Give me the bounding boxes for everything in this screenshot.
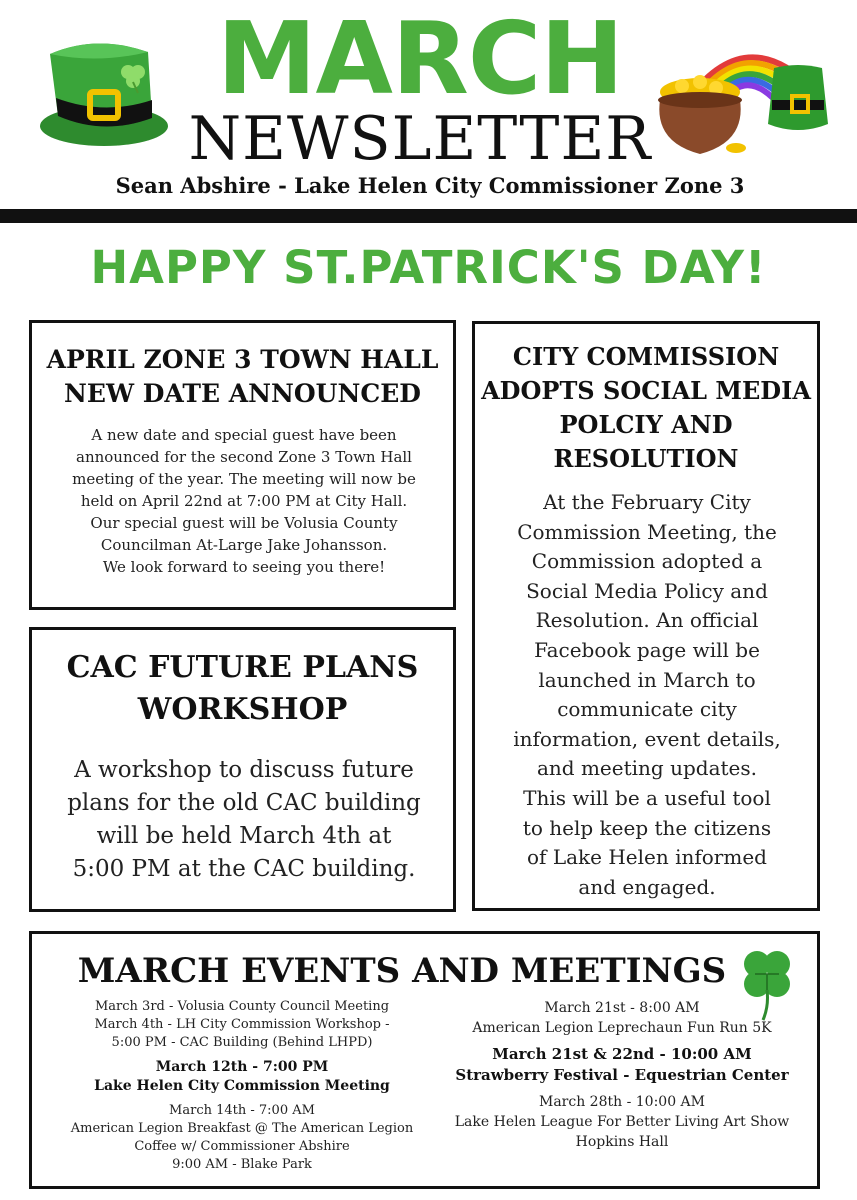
event-line: March 12th - 7:00 PM <box>155 1059 329 1075</box>
article-heading <box>32 647 453 731</box>
events-left-column <box>62 998 422 1174</box>
heading-line: ADOPTS SOCIAL MEDIA <box>481 376 811 405</box>
body-line: A new date and special guest have been <box>91 426 397 444</box>
clover-icon <box>116 60 150 94</box>
event-line: March 3rd - Volusia County Council Meeting <box>94 999 390 1014</box>
event-line: March 21st & 22nd - 10:00 AM <box>492 1045 752 1063</box>
event-line: March 4th - LH City Commission Workshop - <box>94 1017 390 1032</box>
body-line: and engaged. <box>578 874 716 899</box>
article-heading <box>32 343 453 411</box>
event-line: American Legion Leprechaun Fun Run 5K <box>472 1020 772 1036</box>
body-line: Facebook page will be <box>534 637 760 662</box>
body-line: This will be a useful tool <box>523 785 771 810</box>
heading-line: POLCIY AND <box>559 410 733 439</box>
body-line: launched in March to <box>538 667 756 692</box>
event-line: American Legion Breakfast @ The American Legion <box>70 1121 414 1136</box>
event-line: Strawberry Festival - Equestrian Center <box>455 1066 789 1084</box>
body-line: 5:00 PM at the CAC building. <box>72 856 416 882</box>
body-line: will be held March 4th at <box>96 823 392 849</box>
pot-of-gold-icon <box>652 70 752 160</box>
heading-line: RESOLUTION <box>553 444 739 473</box>
leprechaun-hat-icon <box>762 64 834 136</box>
cac-workshop-article <box>29 627 456 912</box>
town-hall-article <box>29 320 456 610</box>
body-line: of Lake Helen informed <box>527 845 767 870</box>
body-line: to help keep the citizens <box>522 815 772 840</box>
event-line: March 14th - 7:00 AM <box>169 1103 315 1118</box>
event-line: Hopkins Hall <box>575 1134 669 1150</box>
article-body <box>50 424 438 578</box>
body-line: announced for the second Zone 3 Town Hall <box>76 448 412 466</box>
event-line: 9:00 AM - Blake Park <box>172 1157 312 1172</box>
event-line: Lake Helen League For Better Living Art Show <box>454 1114 790 1130</box>
body-line: At the February City <box>543 490 751 514</box>
body-line: Commission Meeting, the <box>517 519 777 544</box>
body-line: information, event details, <box>513 726 781 751</box>
heading-line: NEW DATE ANNOUNCED <box>64 379 421 408</box>
body-line: plans for the old CAC building <box>67 790 421 816</box>
holiday-greeting: HAPPY ST.PATRICK'S DAY! <box>90 241 767 294</box>
heading-line: WORKSHOP <box>137 692 348 727</box>
body-line: A workshop to discuss future <box>74 757 414 783</box>
events-heading: MARCH EVENTS AND MEETINGS <box>77 951 727 991</box>
events-section <box>29 931 820 1189</box>
body-line: We look forward to seeing you there! <box>102 558 386 576</box>
body-line: communicate city <box>557 697 737 722</box>
newsletter-title: MARCH <box>217 0 623 117</box>
body-line: Social Media Policy and <box>526 578 768 603</box>
event-line: March 21st - 8:00 AM <box>544 1000 700 1016</box>
body-line: Our special guest will be Volusia County <box>90 514 398 532</box>
body-line: Councilman At-Large Jake Johansson. <box>100 536 388 554</box>
article-body <box>46 754 442 886</box>
event-line: March 28th - 10:00 AM <box>538 1094 705 1110</box>
body-line: meeting of the year. The meeting will now be <box>72 470 416 488</box>
social-media-article <box>472 321 820 911</box>
body-line: Resolution. An official <box>535 608 759 633</box>
byline: Sean Abshire - Lake Helen City Commissioner Zone 3 <box>115 173 745 198</box>
event-line: 5:00 PM - CAC Building (Behind LHPD) <box>111 1035 373 1050</box>
events-right-column <box>432 998 812 1152</box>
heading-line: CITY COMMISSION <box>512 342 780 371</box>
body-line: and meeting updates. <box>537 756 757 781</box>
article-heading <box>475 340 817 476</box>
header-divider <box>0 209 857 223</box>
article-body <box>487 488 807 902</box>
event-line: Lake Helen City Commission Meeting <box>94 1078 390 1094</box>
heading-line: CAC FUTURE PLANS <box>66 650 419 685</box>
leprechaun-hat-icon <box>36 36 176 151</box>
body-line: Commission adopted a <box>531 549 763 574</box>
newsletter-subtitle: NEWSLETTER <box>188 104 652 174</box>
heading-line: APRIL ZONE 3 TOWN HALL <box>46 345 439 374</box>
body-line: held on April 22nd at 7:00 PM at City Hall. <box>80 492 408 510</box>
event-line: Coffee w/ Commissioner Abshire <box>134 1139 350 1154</box>
